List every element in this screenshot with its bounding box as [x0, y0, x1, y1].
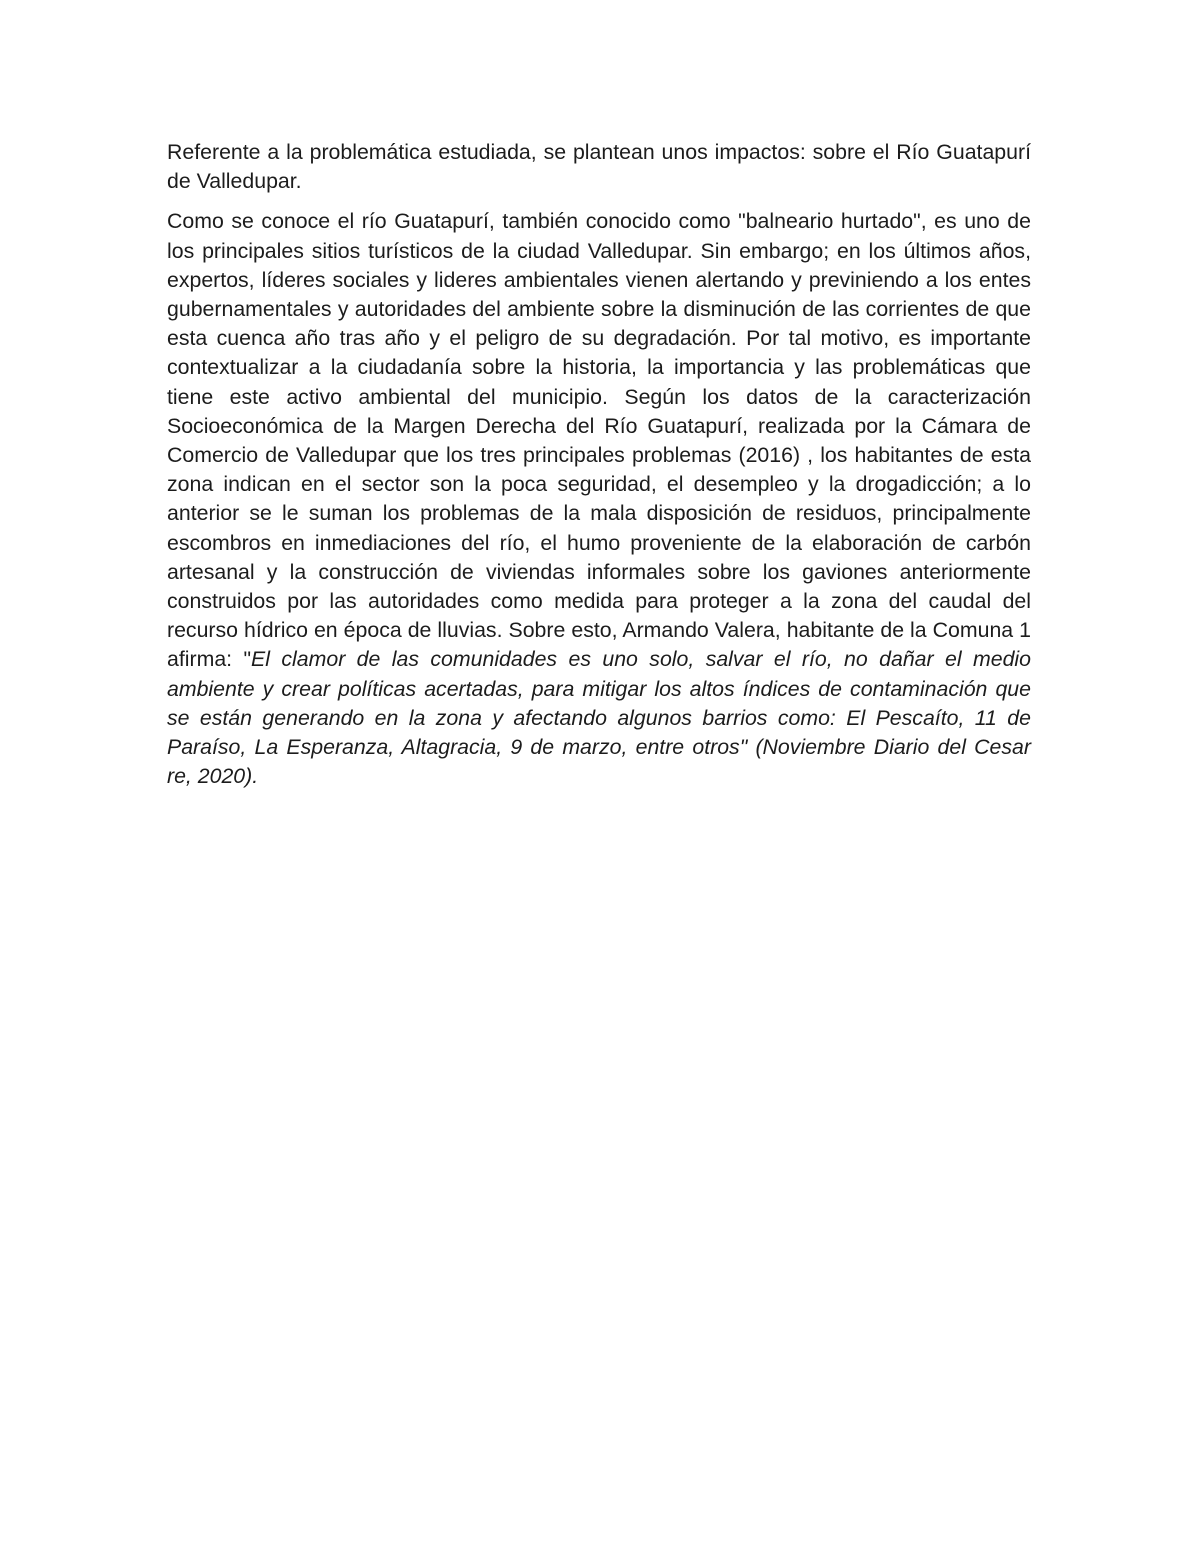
quoted-statement: El clamor de las comunidades es uno solo, salvar el río, no dañar el medio ambiente y crear políticas acertadas, para mitigar los altos índices de contaminación que se están generando en la zona y afectando algunos barrios como: El Pescaíto, 11 de Paraíso, La Esperanza, Altagracia, 9 de marzo, entre otros" (Noviembre Diario del Cesar re, 2020). — [167, 647, 1031, 789]
paragraph-intro: Referente a la problemática estudiada, se plantean unos impactos: sobre el Río Guatapurí de Valledupar. — [167, 140, 1031, 194]
paragraph-main-text: Como se conoce el río Guatapurí, también conocido como "balneario hurtado", es uno de los principales sitios turísticos de la ciudad Valledupar. Sin embargo; en los últimos años, expertos, líderes sociales y lideres ambientales vienen alertando y previniendo a los entes gubernamentales y autoridades del ambiente sobre la disminución de las corrientes de que esta cuenca año tras año y el peligro de su degradación. Por tal motivo, es importante contextualizar a la ciudadanía sobre la historia, la importancia y las problemáticas que tiene este activo ambiental del municipio. Según los datos de la caracterización Socioeconómica de la Margen Derecha del Río Guatapurí, realizada por la Cámara de Comercio de Valledupar que los tres principales problemas (2016) , los habitantes de esta zona indican en el sector son la poca seguridad, el desempleo y la drogadicción; a lo anterior se le suman los problemas de la mala disposición de residuos, principalmente escombros en inmediaciones del río, el humo proveniente de la elaboración de carbón artesanal y la construcción de viviendas informales sobre los gaviones anteriormente construidos por las autoridades como medida para proteger a la zona del caudal del recurso hídrico en época de lluvias. Sobre esto, Armando Valera, habitante de la Comuna 1 afirma: " — [167, 209, 1031, 672]
document-body — [167, 138, 1031, 791]
paragraph-main — [167, 207, 1031, 791]
